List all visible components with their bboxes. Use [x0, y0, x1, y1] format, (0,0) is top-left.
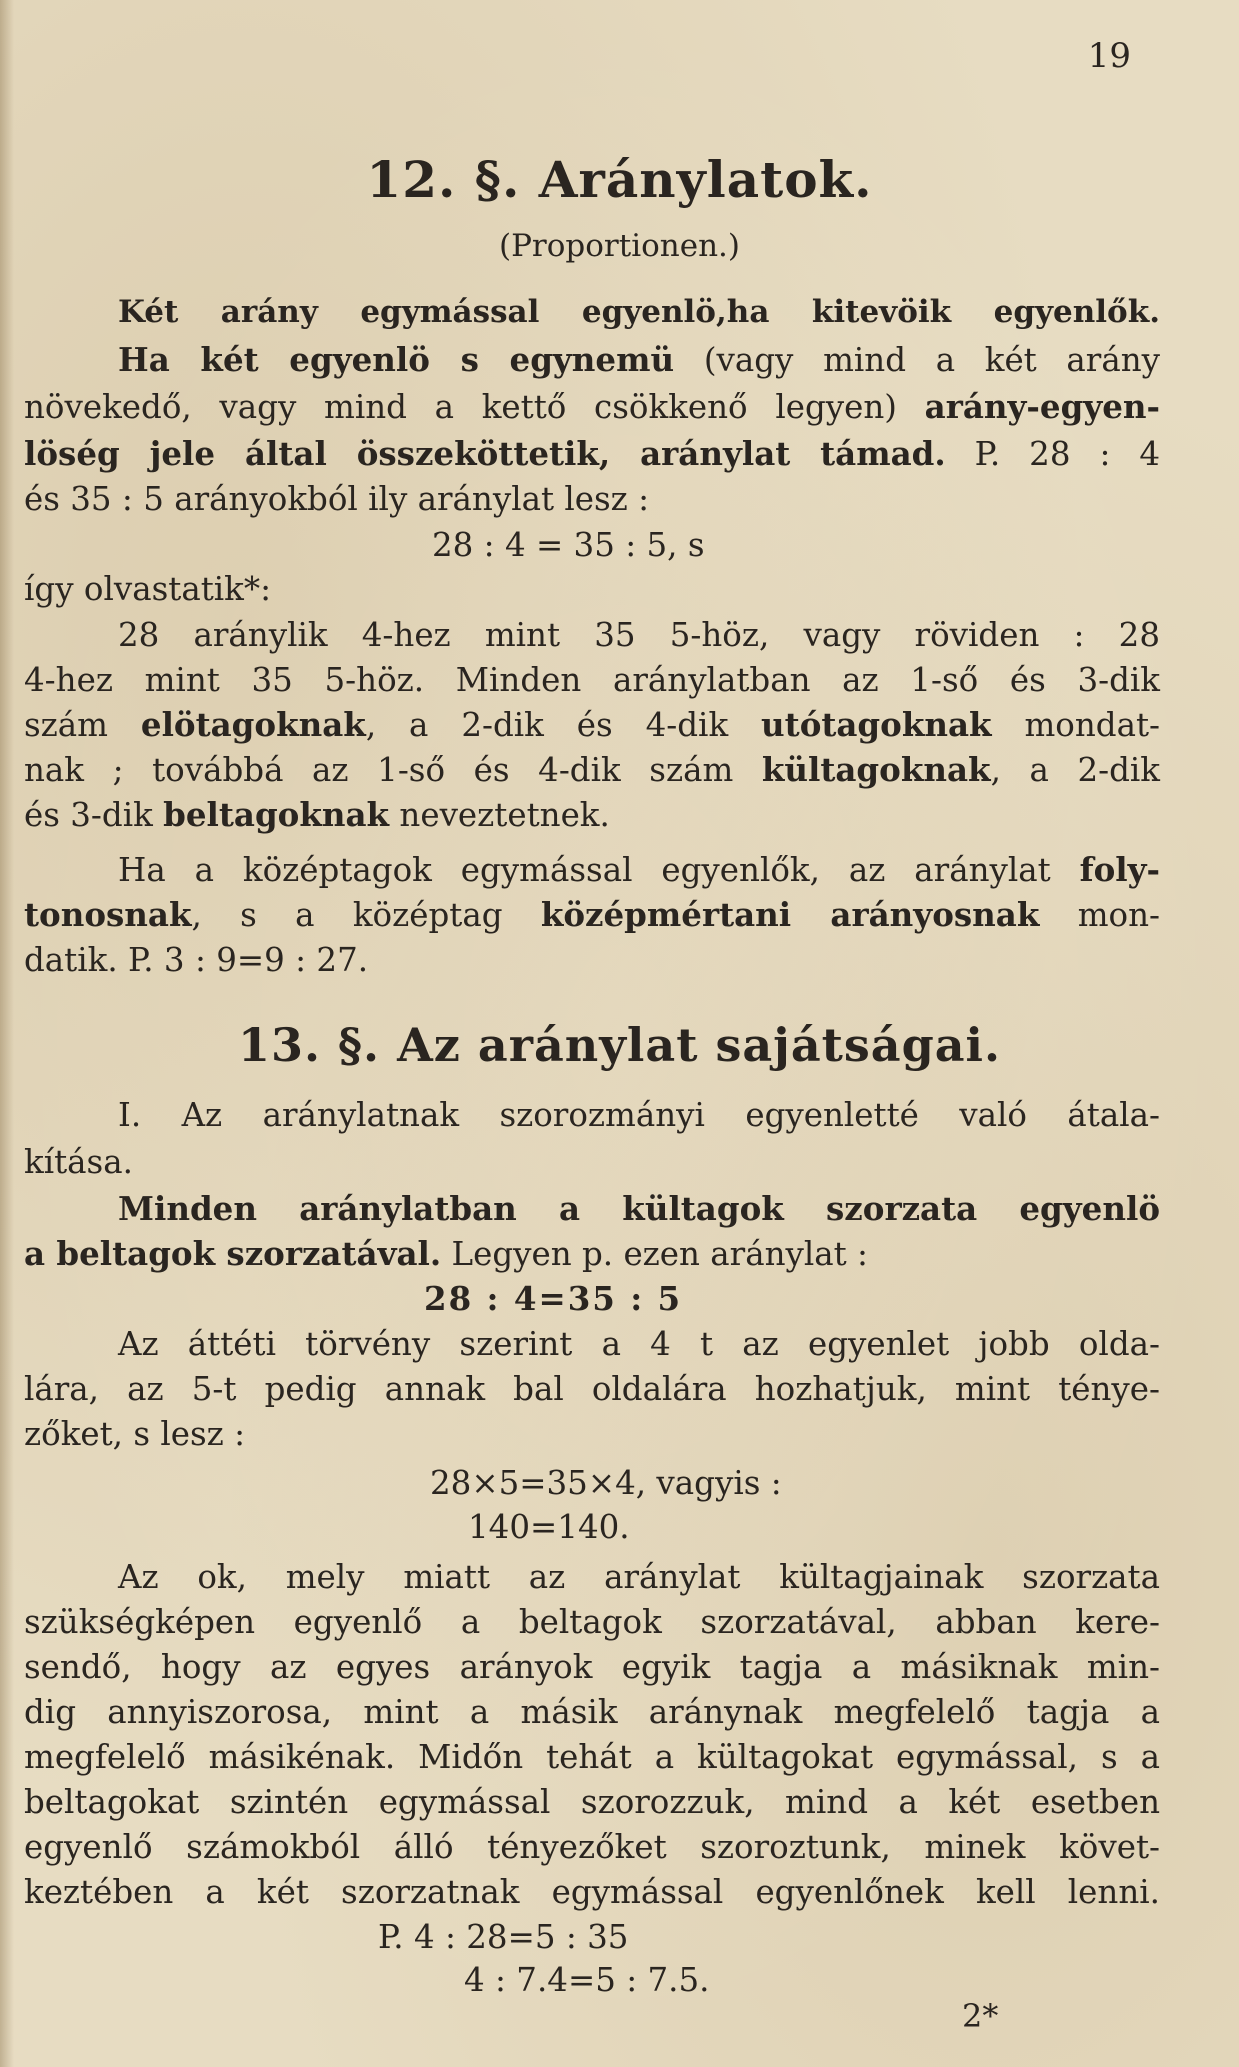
text-line: egyenlő számokból álló tényezőket szoroztunk, minek követ-	[24, 1828, 1160, 1866]
text-line: Az ok, mely miatt az aránylat kültagjainak szorzata	[118, 1558, 1160, 1596]
text-line: a beltagok szorzatával. Legyen p. ezen aránylat :	[24, 1234, 868, 1273]
text-line: zőket, s lesz :	[24, 1415, 246, 1453]
formula-line: P. 4 : 28=5 : 35	[378, 1918, 629, 1956]
text-line: sendő, hogy az egyes arányok egyik tagja a másiknak min-	[24, 1648, 1160, 1686]
text-line: datik. P. 3 : 9=9 : 27.	[24, 941, 369, 979]
text-line: löség jele által összeköttetik, aránylat támad. P. 28 : 4	[24, 434, 1160, 473]
text-line: 4-hez mint 35 5-höz. Minden aránylatban az 1-ső és 3-dik	[24, 661, 1160, 699]
text-line: szükségképen egyenlő a beltagok szorzatával, abban kere-	[24, 1603, 1160, 1641]
section-12-heading: 12. §. Aránylatok.	[366, 150, 873, 209]
text-line: Az áttéti törvény szerint a 4 t az egyenlet jobb olda-	[118, 1325, 1160, 1363]
text-line: 28 aránylik 4-hez mint 35 5-höz, vagy röviden : 28	[118, 616, 1160, 654]
text-line: Ha két egyenlö s egynemü (vagy mind a két arány	[118, 340, 1160, 379]
text-line: tonosnak, s a középtag középmértani arányosnak mon-	[24, 895, 1160, 934]
text-line: szám elötagoknak, a 2-dik és 4-dik utótagoknak mondat-	[24, 705, 1161, 744]
signature-mark: 2*	[962, 1997, 999, 2035]
text-line: keztében a két szorzatnak egymással egyenlőnek kell lenni.	[24, 1873, 1160, 1911]
rule-line: Két arány egymással egyenlö,ha kitevöik egyenlők.	[118, 294, 1160, 330]
text-line: Ha a középtagok egymással egyenlők, az aránylat foly-	[118, 850, 1160, 889]
page-number: 19	[1087, 36, 1131, 76]
text-line: növekedő, vagy mind a kettő csökkenő legyen) arány-egyen-	[24, 387, 1160, 426]
formula-line: 28×5=35×4, vagyis :	[430, 1464, 782, 1502]
text-line: és 35 : 5 arányokból ily aránylat lesz :	[24, 480, 650, 518]
text-line: lára, az 5-t pedig annak bal oldalára hozhatjuk, mint ténye-	[24, 1370, 1160, 1408]
section-13-heading: 13. §. Az aránylat sajátságai.	[237, 1018, 1002, 1072]
text-line: dig annyiszorosa, mint a másik aránynak megfelelő tagja a	[24, 1693, 1160, 1731]
text-line: és 3-dik beltagoknak neveztetnek.	[24, 795, 610, 834]
formula-line: 4 : 7.4=5 : 7.5.	[464, 1961, 710, 1999]
formula-line: 28 : 4=35 : 5	[424, 1279, 683, 1318]
text-line: beltagokat szintén egymással szorozzuk, mind a két esetben	[24, 1783, 1160, 1821]
rule-line: Minden aránylatban a kültagok szorzata egyenlö	[118, 1189, 1160, 1228]
section-12-subtitle: (Proportionen.)	[498, 228, 741, 264]
text-line: nak ; továbbá az 1-ső és 4-dik szám kültagoknak, a 2-dik	[24, 750, 1160, 789]
text-line: kítása.	[24, 1143, 133, 1181]
text-line: I. Az aránylatnak szorozmányi egyenletté való átala-	[118, 1096, 1160, 1134]
text-line: megfelelő másikénak. Midőn tehát a kültagokat egymással, s a	[24, 1738, 1160, 1776]
text-line: így olvastatik*:	[24, 570, 272, 608]
formula-line: 28 : 4 = 35 : 5, s	[432, 526, 705, 564]
formula-line: 140=140.	[468, 1508, 630, 1546]
